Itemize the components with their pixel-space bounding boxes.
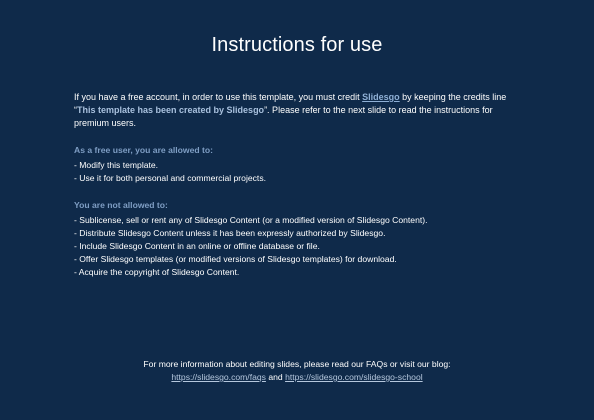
slidesgo-link[interactable]: Slidesgo [362,92,400,102]
list-item: - Acquire the copyright of Slidesgo Content. [74,267,240,277]
not-allowed-heading: You are not allowed to: [74,200,168,210]
intro-paragraph [74,91,526,130]
intro-text-1: If you have a free account, in order to use this template, you must credit [74,92,363,102]
list-item: - Modify this template. [74,160,159,170]
allowed-heading: As a free user, you are allowed to: [74,145,213,155]
footer-links [0,371,594,384]
footer [0,358,594,384]
list-item: - Use it for both personal and commercial projects. [74,173,267,183]
allowed-list [74,159,526,185]
intro-text-2: by keeping the credits line “ [74,92,507,115]
not-allowed-list [74,214,526,279]
intro-text-3: ”. Please refer to the next slide to read the instructions for premium users. [74,105,493,128]
faqs-link[interactable]: https://slidesgo.com/faqs [171,372,266,382]
footer-text: For more information about editing slides, please read our FAQs or visit our blog: [143,359,451,369]
list-item: - Include Slidesgo Content in an online or offline database or file. [74,241,320,251]
list-item: - Sublicense, sell or rent any of Slidesgo Content (or a modified version of Slidesgo Content). [74,215,428,225]
page-title: Instructions for use [211,34,383,56]
list-item: - Distribute Slidesgo Content unless it has been expressly authorized by Slidesgo. [74,228,386,238]
footer-and: and [265,372,286,382]
list-item: - Offer Slidesgo templates (or modified versions of Slidesgo templates) for download. [74,254,397,264]
credit-line-text: This template has been created by Slidesgo [77,105,265,115]
slidesgo-school-link[interactable]: https://slidesgo.com/slidesgo-school [285,372,423,382]
instructions-content [74,91,526,279]
